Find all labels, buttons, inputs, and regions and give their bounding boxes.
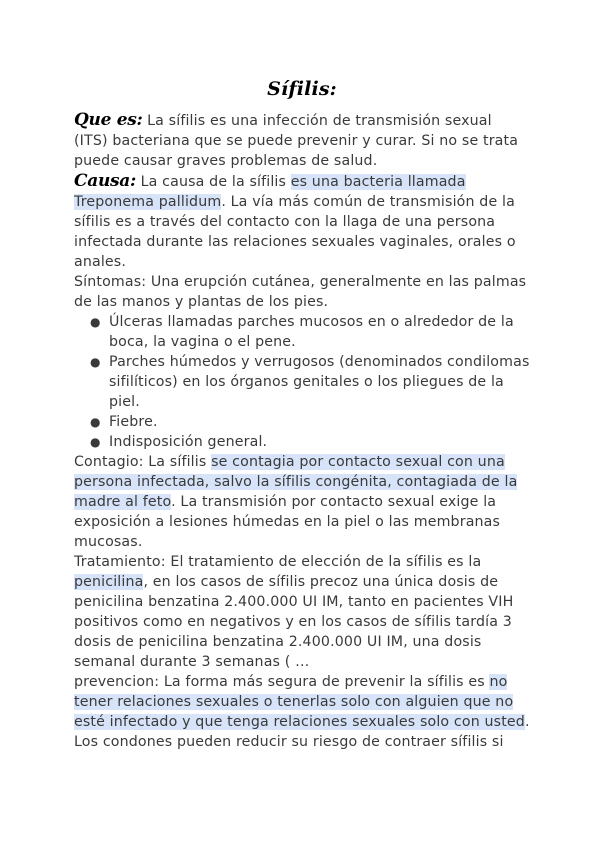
- tratamiento-text-post: , en los casos de sífilis precoz una única dosis de penicilina benzatina 2.400.000 UI IM, tanto en pacientes VIH positivos como en negativos y en los casos de sífilis tardía 3 dosis de penicilina benzatina 2.400.000 UI IM, una dosis semanal durante 3 semanas ( …: [74, 574, 514, 670]
- causa-label: Causa:: [74, 171, 136, 191]
- list-item: [90, 312, 530, 352]
- bullet-icon: ●: [90, 415, 101, 429]
- list-item: [90, 412, 530, 432]
- causa-highlight: es una bacteria llamada Treponema pallidum: [74, 174, 466, 210]
- que-es-label: Que es:: [74, 110, 143, 130]
- sintomas-list: [74, 312, 530, 452]
- causa-text-post: . La vía más común de transmisión de la sífilis es a través del contacto con la llaga de una persona infectada durante las relaciones sexuales vaginales, orales o anales.: [74, 194, 516, 270]
- causa-paragraph: [74, 171, 530, 272]
- list-item: [90, 432, 530, 452]
- bullet-icon: ●: [90, 315, 101, 329]
- tratamiento-paragraph: [74, 552, 530, 672]
- prevencion-highlight: no tener relaciones sexuales o tenerlas solo con alguien que no esté infectado y que tenga relaciones sexuales solo con usted: [74, 674, 525, 730]
- list-item: [90, 352, 530, 412]
- contagio-paragraph: [74, 452, 530, 552]
- bullet-icon: ●: [90, 355, 101, 369]
- causa-text-pre: La causa de la sífilis: [135, 174, 291, 190]
- sintomas-intro: Síntomas: Una erupción cutánea, generalmente en las palmas de las manos y plantas de los pies.: [74, 274, 527, 310]
- prevencion-text-pre: prevencion: La forma más segura de prevenir la sífilis es: [74, 674, 490, 690]
- list-item-text: Úlceras llamadas parches mucosos en o alrededor de la boca, la vagina o el pene.: [109, 314, 514, 350]
- document-page: [74, 74, 530, 752]
- page-title: Sífilis:: [267, 78, 337, 100]
- tratamiento-text-pre: Tratamiento: El tratamiento de elección de la sífilis es la: [74, 554, 482, 570]
- list-item-text: Fiebre.: [109, 414, 158, 430]
- prevencion-text-post: . Los condones pueden reducir su riesgo de contraer sífilis si: [74, 714, 530, 750]
- contagio-highlight: se contagia por contacto sexual con una persona infectada, salvo la sífilis congénita, contagiada de la madre al feto: [74, 454, 518, 510]
- que-es-text: La sífilis es una infección de transmisión sexual (ITS) bacteriana que se puede prevenir y curar. Si no se trata puede causar graves problemas de salud.: [74, 113, 519, 169]
- prevencion-paragraph: [74, 672, 530, 752]
- que-es-paragraph: [74, 110, 530, 171]
- list-item-text: Parches húmedos y verrugosos (denominados condilomas sifilíticos) en los órganos genitales o los pliegues de la piel.: [109, 354, 530, 410]
- contagio-text-post: . La transmisión por contacto sexual exige la exposición a lesiones húmedas en la piel o las membranas mucosas.: [74, 494, 501, 550]
- list-item-text: Indisposición general.: [109, 434, 268, 450]
- tratamiento-highlight: penicilina: [74, 574, 144, 590]
- bullet-icon: ●: [90, 435, 101, 449]
- contagio-text-pre: Contagio: La sífilis: [74, 454, 212, 470]
